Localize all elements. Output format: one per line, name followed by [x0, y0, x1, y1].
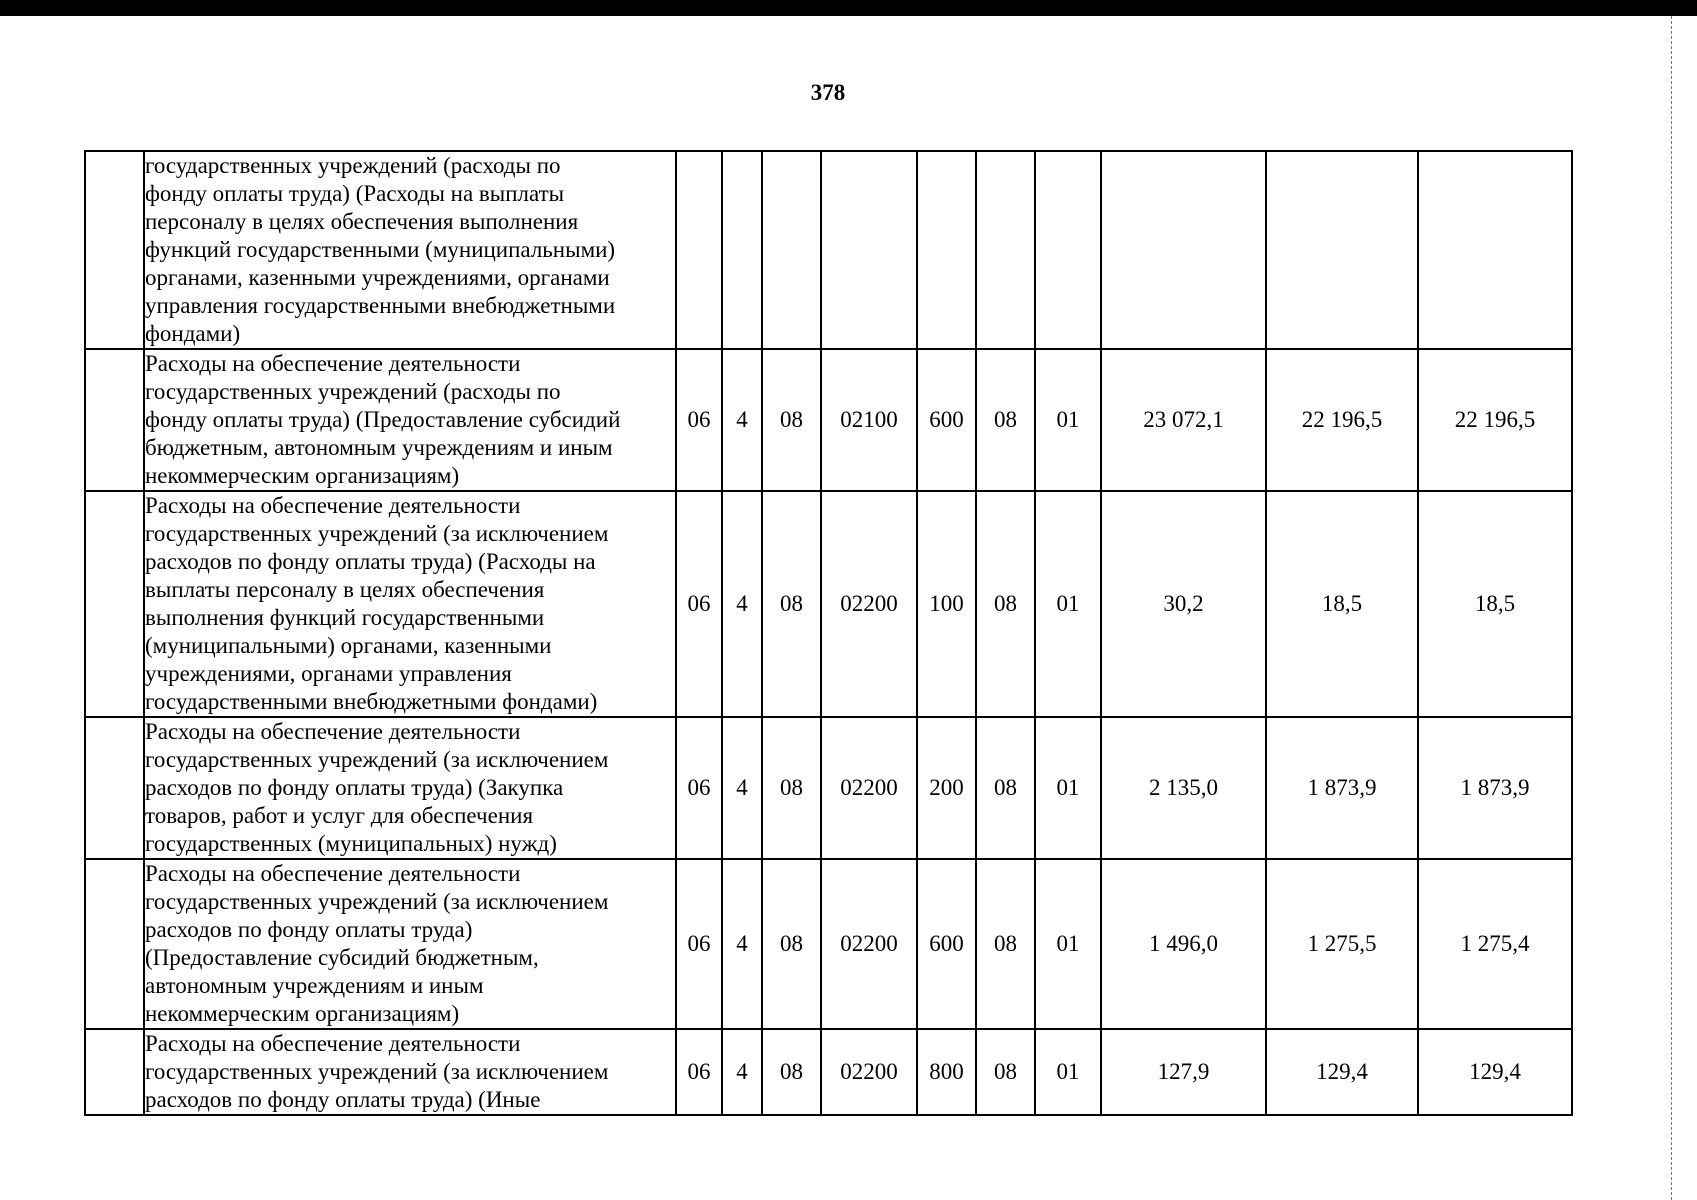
table-row: [85, 491, 1572, 717]
code-cell-5: 200: [917, 717, 976, 859]
code-cell-7: 01: [1035, 349, 1101, 491]
code-cell-6: 08: [976, 491, 1035, 717]
code-cell-6: 08: [976, 859, 1035, 1029]
code-cell-4: 02100: [821, 349, 917, 491]
code-cell-1: [676, 151, 722, 349]
amount-cell-2: 1 275,5: [1266, 859, 1418, 1029]
budget-table: [84, 150, 1573, 1116]
row-number-cell: [85, 1029, 144, 1115]
row-description: [144, 491, 676, 717]
amount-cell-3: 1 873,9: [1418, 717, 1572, 859]
code-cell-6: [976, 151, 1035, 349]
table-row: [85, 859, 1572, 1029]
row-description: [144, 717, 676, 859]
amount-cell-2: [1266, 151, 1418, 349]
amount-cell-1: 2 135,0: [1101, 717, 1266, 859]
code-cell-1: 06: [676, 491, 722, 717]
code-cell-7: 01: [1035, 491, 1101, 717]
code-cell-5: 800: [917, 1029, 976, 1115]
code-cell-4: [821, 151, 917, 349]
row-description: [144, 151, 676, 349]
code-cell-6: 08: [976, 1029, 1035, 1115]
description-text: государственных учреждений (расходы по фонду оплаты труда) (Расходы на выплаты персоналу в целях обеспечения выполнения функций государственными (муниципальными) органами, казенными учреждениями, органами управления государственными внебюджетными фондами): [145, 153, 616, 346]
amount-cell-1: 127,9: [1101, 1029, 1266, 1115]
description-text: Расходы на обеспечение деятельности государственных учреждений (за исключением расходов по фонду оплаты труда) (Предоставление субсидий бюджетным, автономным учреждениям и иным некоммерческим организациям): [145, 861, 609, 1026]
code-cell-4: 02200: [821, 491, 917, 717]
row-description: [144, 859, 676, 1029]
code-cell-2: 4: [722, 717, 762, 859]
table-row: [85, 1029, 1572, 1115]
code-cell-2: 4: [722, 1029, 762, 1115]
code-cell-3: 08: [762, 349, 821, 491]
table-row: [85, 349, 1572, 491]
code-cell-3: [762, 151, 821, 349]
code-cell-5: 100: [917, 491, 976, 717]
code-cell-3: 08: [762, 491, 821, 717]
code-cell-5: 600: [917, 859, 976, 1029]
row-number-cell: [85, 491, 144, 717]
code-cell-2: 4: [722, 491, 762, 717]
amount-cell-3: 18,5: [1418, 491, 1572, 717]
description-text: Расходы на обеспечение деятельности государственных учреждений (расходы по фонду оплаты труда) (Предоставление субсидий бюджетным, автономным учреждениям и иным некоммерческим организациям): [145, 351, 621, 488]
table-row: [85, 717, 1572, 859]
amount-cell-3: [1418, 151, 1572, 349]
row-number-cell: [85, 349, 144, 491]
row-number-cell: [85, 859, 144, 1029]
code-cell-1: 06: [676, 1029, 722, 1115]
code-cell-4: 02200: [821, 1029, 917, 1115]
description-text: Расходы на обеспечение деятельности государственных учреждений (за исключением расходов по фонду оплаты труда) (Иные: [145, 1031, 609, 1112]
row-number-cell: [85, 717, 144, 859]
code-cell-3: 08: [762, 1029, 821, 1115]
amount-cell-2: 18,5: [1266, 491, 1418, 717]
code-cell-5: [917, 151, 976, 349]
table-row: [85, 151, 1572, 349]
code-cell-7: 01: [1035, 717, 1101, 859]
amount-cell-2: 129,4: [1266, 1029, 1418, 1115]
code-cell-4: 02200: [821, 717, 917, 859]
code-cell-7: [1035, 151, 1101, 349]
code-cell-3: 08: [762, 859, 821, 1029]
amount-cell-2: 1 873,9: [1266, 717, 1418, 859]
code-cell-7: 01: [1035, 859, 1101, 1029]
code-cell-2: [722, 151, 762, 349]
code-cell-1: 06: [676, 717, 722, 859]
amount-cell-2: 22 196,5: [1266, 349, 1418, 491]
code-cell-6: 08: [976, 349, 1035, 491]
code-cell-1: 06: [676, 859, 722, 1029]
code-cell-6: 08: [976, 717, 1035, 859]
scan-right-edge: [1671, 16, 1672, 1200]
code-cell-3: 08: [762, 717, 821, 859]
row-description: [144, 1029, 676, 1115]
amount-cell-1: 23 072,1: [1101, 349, 1266, 491]
row-description: [144, 349, 676, 491]
scan-top-border: [0, 0, 1697, 16]
amount-cell-1: 30,2: [1101, 491, 1266, 717]
amount-cell-3: 22 196,5: [1418, 349, 1572, 491]
code-cell-7: 01: [1035, 1029, 1101, 1115]
code-cell-4: 02200: [821, 859, 917, 1029]
amount-cell-1: [1101, 151, 1266, 349]
code-cell-5: 600: [917, 349, 976, 491]
description-text: Расходы на обеспечение деятельности государственных учреждений (за исключением расходов по фонду оплаты труда) (Расходы на выплаты персоналу в целях обеспечения выполнения функций государственными (муниципальными) органами, казенными учреждениями, органами управления государственными внебюджетными фондами): [145, 493, 609, 714]
amount-cell-3: 129,4: [1418, 1029, 1572, 1115]
code-cell-2: 4: [722, 859, 762, 1029]
description-text: Расходы на обеспечение деятельности государственных учреждений (за исключением расходов по фонду оплаты труда) (Закупка товаров, работ и услуг для обеспечения государственных (муниципальных) нужд): [145, 719, 609, 856]
code-cell-1: 06: [676, 349, 722, 491]
amount-cell-3: 1 275,4: [1418, 859, 1572, 1029]
page-number: 378: [810, 80, 846, 105]
amount-cell-1: 1 496,0: [1101, 859, 1266, 1029]
row-number-cell: [85, 151, 144, 349]
code-cell-2: 4: [722, 349, 762, 491]
